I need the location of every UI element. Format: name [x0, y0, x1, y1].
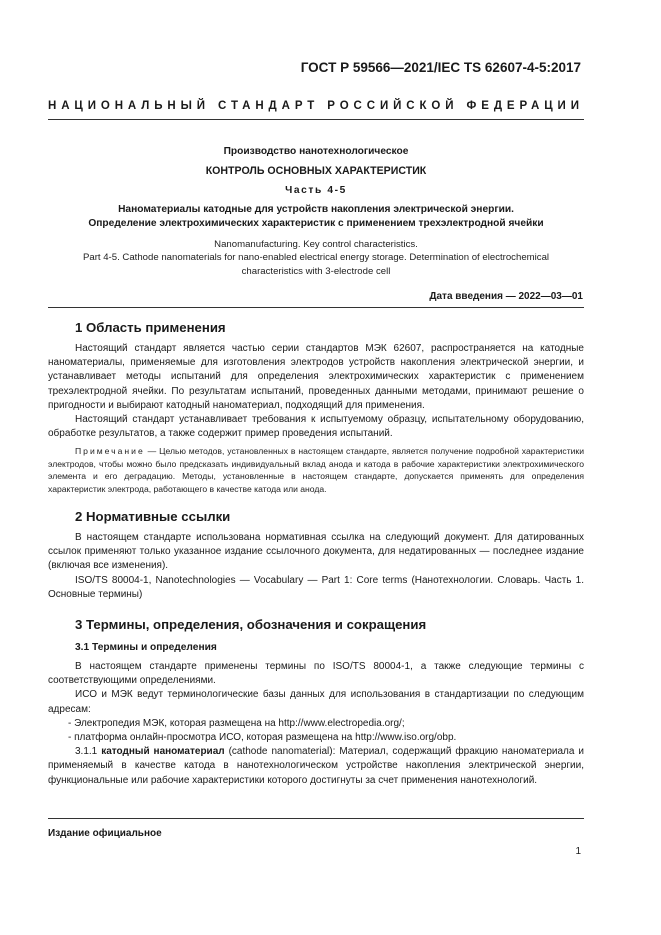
termbase-item-iec: - Электропедия МЭК, которая размещена на http://www.electropedia.org/; — [68, 717, 405, 729]
footer-divider — [48, 818, 584, 819]
date-of-introduction: Дата введения — 2022—03—01 — [429, 291, 583, 302]
standard-number-header: ГОСТ Р 59566—2021/IEC TS 62607-4-5:2017 — [300, 60, 581, 75]
section-1-heading: 1 Область применения — [75, 320, 226, 335]
section-1-paragraph-1: Настоящий стандарт является частью серии стандартов МЭК 62607, распространяется на катодные наноматериалы, применяемые для изготовления электродов устройств накопления электрической энергии, и устанавливает методы испытаний для определения электрохимических характеристик с применением трехэлектродной ячейки. По результатам испытаний, проведенных данными методами, принимают решение о пригодности и выбирают катодный наноматериал, подходящий для применения. — [48, 343, 584, 411]
section-1-body — [48, 342, 584, 441]
title-en — [48, 238, 584, 278]
section-2-heading: 2 Нормативные ссылки — [75, 509, 231, 524]
section-3-paragraph-1: В настоящем стандарте применены термины по ISO/TS 80004-1, а также следующие термины с соответствующими определениями. — [48, 661, 584, 687]
section-1-note — [48, 445, 584, 495]
title-main: КОНТРОЛЬ ОСНОВНЫХ ХАРАКТЕРИСТИК — [205, 165, 427, 177]
term-name: катодный наноматериал — [101, 746, 225, 758]
title-ru — [48, 203, 584, 231]
term-number: 3.1.1 — [75, 746, 102, 758]
section-1-paragraph-2: Настоящий стандарт устанавливает требования к испытуемому образцу, испытательному оборудованию, обработке результатов, а также содержит пример проведения испытаний. — [48, 414, 584, 440]
title-en-line2: Part 4-5. Cathode nanomaterials for nano-enabled electrical energy storage. Determination of electrochemical — [82, 252, 550, 264]
date-divider — [48, 307, 584, 308]
national-standard-banner: НАЦИОНАЛЬНЫЙ СТАНДАРТ РОССИЙСКОЙ ФЕДЕРАЦИИ — [48, 100, 584, 112]
title-part: Часть 4-5 — [285, 185, 347, 196]
note-label: Примечание — [75, 446, 145, 456]
section-3-paragraph-2: ИСО и МЭК ведут терминологические базы данных для использования в стандартизации по следующим адресам: — [48, 689, 584, 715]
title-en-line1: Nanomanufacturing. Key control characteristics. — [214, 239, 418, 250]
official-edition-label: Издание официальное — [48, 828, 162, 839]
title-en-line3: characteristics with 3-electrode cell — [241, 265, 391, 277]
section-2-paragraph-2: ISO/TS 80004-1, Nanotechnologies — Vocabulary — Part 1: Core terms (Нанотехнологии. Словарь. Часть 1. Основные термины) — [48, 574, 584, 600]
title-ru-line2: Определение электрохимических характеристик с применением трехэлектродной ячейки — [88, 218, 544, 229]
term-3-1-1 — [48, 745, 584, 788]
banner-divider — [48, 119, 584, 120]
section-3-1-heading: 3.1 Термины и определения — [75, 642, 217, 653]
term-definition: (cathode nanomaterial): Материал, содержащий фракцию наноматериала и применяемый в качестве катода в нанотехнологическом устройстве накопления электрической энергии, функциональные или рабочие характеристики которого достигнуты за счет применения нанотехнологий. — [48, 746, 584, 786]
page-number: 1 — [575, 846, 581, 857]
termbase-item-iso: - платформа онлайн-просмотра ИСО, которая размещена на http://www.iso.org/obp. — [68, 732, 457, 744]
title-series: Производство нанотехнологическое — [223, 146, 409, 157]
section-3-heading: 3 Термины, определения, обозначения и сокращения — [75, 617, 427, 632]
section-2-body — [48, 531, 584, 602]
note-text: — Целью методов, установленных в настоящем стандарте, является получение подробной характеристики электродов, чтобы можно было предсказать индивидуальный вклад анода и катода в рабочие характеристики электрохимического элемента и его деградацию. Методы, установленные в настоящем стандарте, допускается применять для определения характеристик электрода, работающего в качестве катода или анода. — [48, 446, 584, 494]
section-2-paragraph-1: В настоящем стандарте использована нормативная ссылка на следующий документ. Для датированных ссылок применяют только указанное издание ссылочного документа, для недатированных — последнее издание (включая все изменения). — [48, 532, 584, 572]
title-ru-line1: Наноматериалы катодные для устройств накопления электрической энергии. — [118, 204, 514, 215]
section-3-body — [48, 660, 584, 788]
